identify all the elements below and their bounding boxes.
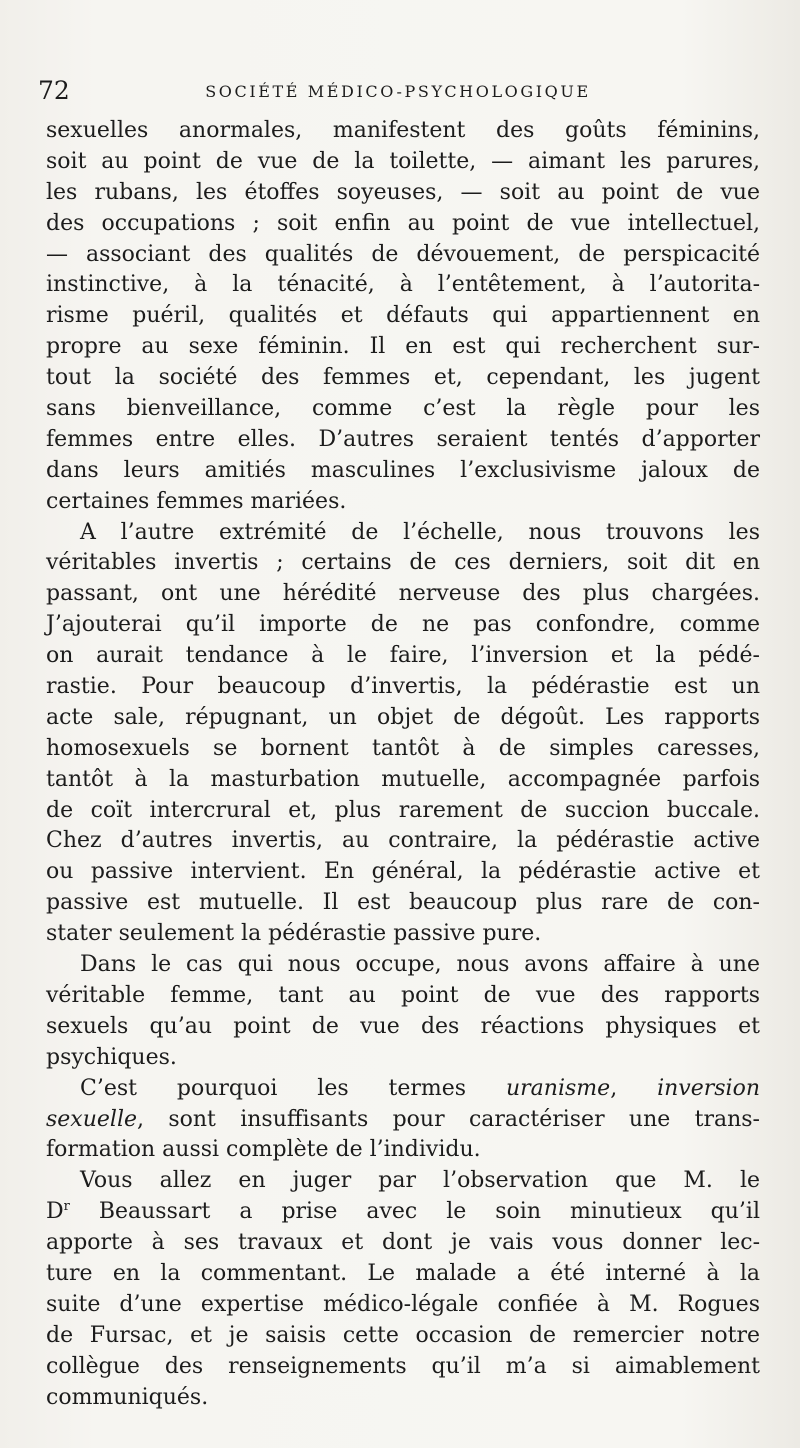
text-line: communiqués. [46,1384,209,1410]
text-line: Chez d’autres invertis, au contraire, la pédérastie active [46,828,760,854]
text-span: C’est pourquoi les termes [80,1075,506,1101]
paragraph [46,1074,760,1167]
text-line: instinctive, à la ténacité, à l’entêtement, à l’autorita- [46,272,760,298]
text-line: sans bienveillance, comme c’est la règle pour les [46,396,760,422]
text-line: Vous allez en juger par l’observation que M. le [80,1168,760,1194]
text-line: de coït intercrural et, plus rarement de succion buccale. [46,797,760,823]
text-line: sexuels qu’au point de vue des réactions physiques et [46,1013,760,1039]
body-text [46,116,760,1413]
text-line: véritable femme, tant au point de vue des rapports [46,982,760,1008]
text-span: , [610,1075,658,1101]
page-header [38,76,758,108]
text-line: stater seulement la pédérastie passive pure. [46,921,542,947]
text-line: collègue des renseignements qu’il m’a si aimablement [46,1353,760,1379]
text-line: certaines femmes mariées. [46,488,347,514]
text-line: soit au point de vue de la toilette, — aimant les parures, [46,148,760,174]
text-line: propre au sexe féminin. Il en est qui recherchent sur- [46,334,760,360]
text-span: Beaussart a prise avec le soin minutieux qu’il [69,1199,760,1225]
text-line: tantôt à la masturbation mutuelle, accompagnée parfois [46,766,760,792]
text-line: des occupations ; soit enfin au point de vue intellectuel, [46,210,760,236]
superscript: r [63,1199,70,1215]
text-line: passive est mutuelle. Il est beaucoup plus rare de con- [46,890,760,916]
running-title: SOCIÉTÉ MÉDICO-PSYCHOLOGIQUE [205,82,591,101]
italic-term: inversion [657,1075,760,1101]
text-line: psychiques. [46,1044,177,1070]
italic-term: sexuelle [46,1106,137,1132]
text-line: passant, ont une hérédité nerveuse des plus chargées. [46,581,760,607]
text-line [46,1197,760,1228]
doctor-title: D [46,1199,64,1225]
text-line: véritables invertis ; certains de ces derniers, soit dit en [46,550,760,576]
text-span: , sont insuffisants pour caractériser une trans- [137,1106,760,1132]
paragraph [46,518,760,950]
page-number: 72 [38,76,70,105]
text-line [46,1074,760,1105]
text-line [46,1105,760,1136]
text-line: femmes entre elles. D’autres seraient tentés d’apporter [46,426,760,452]
paragraph [46,1166,760,1413]
text-line: ture en la commentant. Le malade a été interné à la [46,1260,760,1286]
text-line: suite d’une expertise médico-légale confiée à M. Rogues [46,1291,760,1317]
text-line: tout la société des femmes et, cependant, les jugent [46,365,760,391]
paragraph [46,116,760,518]
text-line: rastie. Pour beaucoup d’invertis, la pédérastie est un [46,674,760,700]
text-line: acte sale, répugnant, un objet de dégoût. Les rapports [46,704,760,730]
text-line: A l’autre extrémité de l’échelle, nous trouvons les [80,519,760,545]
text-line: homosexuels se bornent tantôt à de simples caresses, [46,735,760,761]
text-line: risme puéril, qualités et défauts qui appartiennent en [46,303,760,329]
paragraph [46,950,760,1074]
text-line: J’ajouterai qu’il importe de ne pas confondre, comme [46,612,760,638]
text-line: les rubans, les étoffes soyeuses, — soit au point de vue [46,179,760,205]
text-line: ou passive intervient. En général, la pédérastie active et [46,859,760,885]
text-line: de Fursac, et je saisis cette occasion de remercier notre [46,1322,760,1348]
text-line: — associant des qualités de dévouement, de perspicacité [46,241,760,267]
text-line: formation aussi complète de l’individu. [46,1137,481,1163]
italic-term: uranisme [506,1075,611,1101]
text-line: sexuelles anormales, manifestent des goûts féminins, [46,118,760,143]
text-line: apporte à ses travaux et dont je vais vous donner lec- [46,1230,760,1256]
text-line: dans leurs amitiés masculines l’exclusivisme jaloux de [46,457,760,483]
text-line: Dans le cas qui nous occupe, nous avons affaire à une [80,952,760,978]
text-line: on aurait tendance à le faire, l’inversion et la pédé- [46,643,760,669]
